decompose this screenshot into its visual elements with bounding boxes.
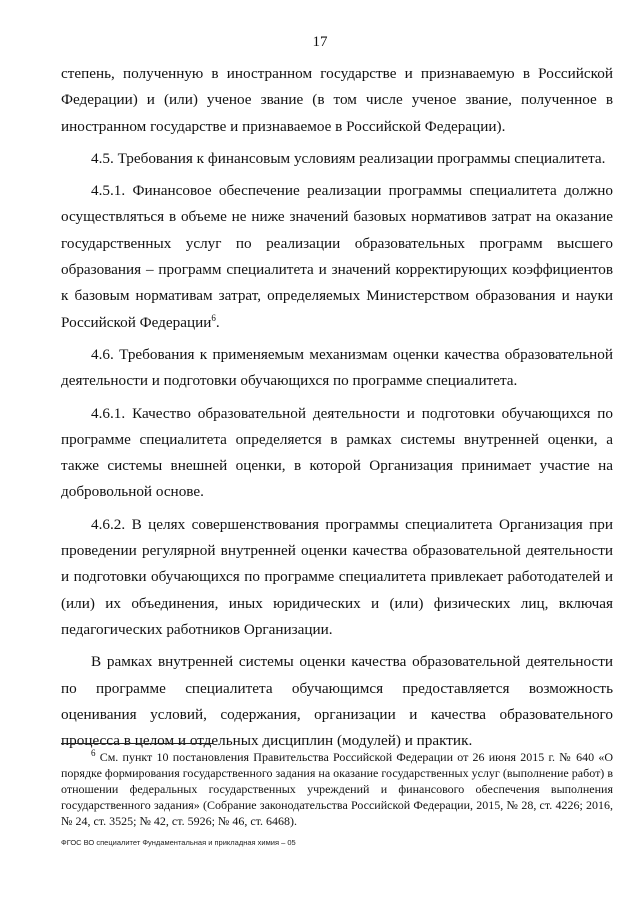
paragraph-degree-continuation: степень, полученную в иностранном государстве и признаваемую в Российской Федерации) и (или) ученое звание (в том числе ученое звание, полученное в иностранном государстве и признаваемое в Российской Федерации). [61, 65, 613, 135]
paragraph-4-6: 4.6. Требования к применяемым механизмам оценки качества образовательной деятельности и подготовки обучающихся по программе специалитета. [61, 345, 613, 390]
footnote-text: См. пункт 10 постановления Правительства Российской Федерации от 26 июня 2015 г. № 640 «О порядке формирования государственного задания на оказание государственных услуг (выполнение работ) в отношении федеральных государственных учреждений и финансового обеспечения выполнения государственного задания» (Собрание законодательства Российской Федерации, 2015, № 28, ст. 4226; 2016, № 24, ст. 3525; № 42, ст. 5926; № 46, ст. 6468). [61, 750, 613, 828]
footnote-reference[interactable]: 6 [211, 312, 216, 323]
paragraph-internal-assessment: В рамках внутренней системы оценки качества образовательной деятельности по программе специалитета обучающимся предоставляется возможность оценивания условий, содержания, организации и качества образовательного процесса в целом и отдельных дисциплин (модулей) и практик. [61, 653, 613, 750]
footnote-marker: 6 [91, 748, 96, 758]
footnote-separator [61, 743, 213, 744]
paragraph-4-6-1: 4.6.1. Качество образовательной деятельности и подготовки обучающихся по программе специалитета определяется в рамках системы внутренней оценки, а также системы внешней оценки, в которой Организация принимает участие на добровольной основе. [61, 404, 613, 501]
paragraph-4-5: 4.5. Требования к финансовым условиям реализации программы специалитета. [91, 149, 606, 167]
footnote [61, 749, 613, 829]
page-number: 17 [312, 34, 328, 50]
paragraph-4-5-1: 4.5.1. Финансовое обеспечение реализации программы специалитета должно осуществляться в объеме не ниже значений базовых нормативов затрат на оказание государственных услуг по реализации образовательных программ высшего образования – программ специалитета и значений корректирующих коэффициентов к базовым нормативам затрат, определяемых Министерством образования и науки Российской Федерации$^6$. [61, 182, 613, 331]
document-footer: ФГОС ВО специалитет Фундаментальная и прикладная химия – 05 [61, 838, 296, 847]
paragraph-4-6-2: 4.6.2. В целях совершенствования программы специалитета Организация при проведении регулярной внутренней оценки качества образовательной деятельности и подготовки обучающихся по программе специалитета привлекает работодателей и (или) их объединения, иных юридических и (или) физических лиц, включая педагогических работников Организации. [61, 515, 613, 638]
body-text [61, 61, 613, 760]
paragraph-4-5-1-text: 4.5.1. Финансовое обеспечение реализации программы специалитета должно осуществляться в объеме не ниже значений базовых нормативов затрат на оказание государственных услуг по реализации образовательных программ высшего образования – программ специалитета и значений корректирующих коэффициентов к базовым нормативам затрат, определяемых Министерством образования и науки Российской Федерации [61, 182, 613, 331]
